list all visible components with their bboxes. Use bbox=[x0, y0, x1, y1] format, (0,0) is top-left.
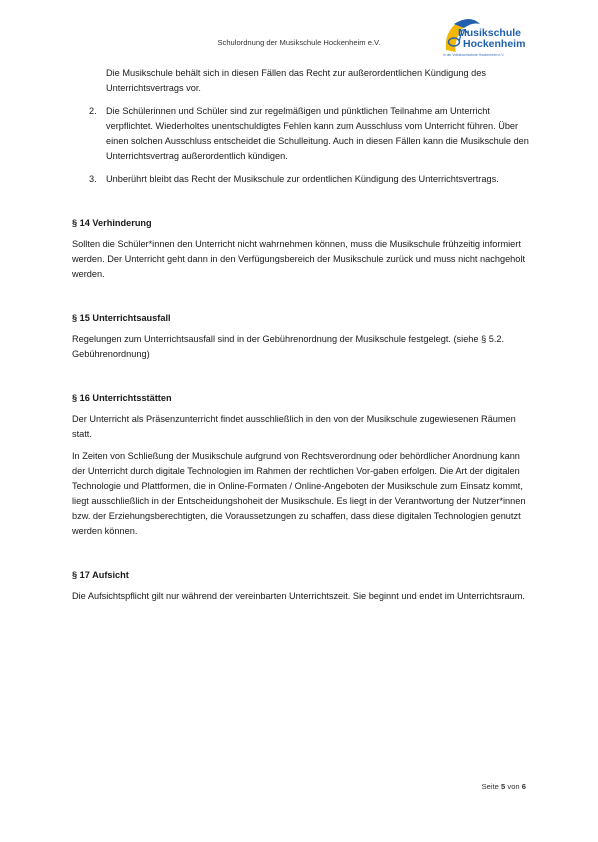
total-pages: 6 bbox=[521, 782, 526, 791]
section-14-heading: § 14 Verhinderung bbox=[72, 218, 152, 228]
section-17-heading: § 17 Aufsicht bbox=[72, 570, 129, 580]
logo-text-line2: Hockenheim bbox=[463, 38, 526, 50]
current-page: 5 bbox=[501, 782, 506, 791]
section-15-paragraph: Regelungen zum Unterrichtsausfall sind in der Gebührenordnung der Musikschule festgelegt. (siehe § 5.2. Gebührenordnung) bbox=[72, 334, 505, 359]
section-16-heading: § 16 Unterrichtsstätten bbox=[72, 393, 172, 403]
page-number bbox=[482, 782, 526, 791]
section-17-paragraph: Die Aufsichtspflicht gilt nur während der vereinbarten Unterrichtszeit. Sie beginnt und endet im Unterrichtsraum. bbox=[72, 591, 525, 601]
list-item bbox=[72, 104, 532, 164]
section-14-paragraph: Sollten die Schüler*innen den Unterricht nicht wahrnehmen können, muss die Musikschule frühzeitig informiert werden. Der Unterricht geht dann in den Verfügungsbereich der Musikschule zurück und muss nicht nachgeholt werden. bbox=[72, 239, 525, 279]
list-item-number: 3. bbox=[89, 174, 97, 184]
logo-subtitle: in der Volkshochschule Hockenheim e.V. bbox=[443, 53, 505, 57]
page-content bbox=[72, 66, 532, 604]
header-title: Schulordnung der Musikschule Hockenheim e.V. bbox=[217, 38, 381, 47]
list-item-number: 2. bbox=[89, 106, 97, 116]
list-item-text: Die Schülerinnen und Schüler sind zur regelmäßigen und pünktlichen Teilnahme am Unterricht verpflichtet. Wiederholtes unentschuldigtes Fehlen kann zum Ausschluss vom Unterricht führen. Über einen solchen Ausschluss entscheidet die Schulleitung. Auch in diesen Fällen kann die Musikschule den Unterrichtsvertrag außerordentlich kündigen. bbox=[106, 106, 529, 161]
musikschule-logo bbox=[440, 16, 544, 60]
numbered-list bbox=[72, 104, 532, 187]
page-prefix: Seite bbox=[481, 782, 499, 791]
list-item bbox=[72, 172, 532, 187]
page-separator: von bbox=[507, 782, 520, 791]
logo-text-line1: Musikschule bbox=[458, 27, 522, 39]
section-15-heading: § 15 Unterrichtsausfall bbox=[72, 313, 171, 323]
section-16-paragraph: In Zeiten von Schließung der Musikschule aufgrund von Rechtsverordnung oder behördlicher Anordnung kann der Unterricht durch digitale Technologien im Rahmen der rechtlichen Vor-gaben erfolgen. Die Art der digitalen Technologie und Plattformen, die in Online-Formaten / Online-Angeboten der Musikschule zum Einsatz kommt, liegt ausschließlich in der Entscheidungshoheit der Musikschule. Es liegt in der Verantwortung der Nutzer*innen bzw. der Erziehungsberechtigten, die Voraussetzungen zu schaffen, dass diese digitalen Technologien genutzt werden können. bbox=[72, 451, 526, 536]
intro-paragraph: Die Musikschule behält sich in diesen Fällen das Recht zur außerordentlichen Kündigung des Unterrichtsvertrags vor. bbox=[106, 68, 486, 93]
section-16-paragraph: Der Unterricht als Präsenzunterricht findet ausschließlich in den von der Musikschule zugewiesenen Räumen statt. bbox=[72, 414, 516, 439]
list-item-text: Unberührt bleibt das Recht der Musikschule zur ordentlichen Kündigung des Unterrichtsvertrags. bbox=[106, 174, 499, 184]
